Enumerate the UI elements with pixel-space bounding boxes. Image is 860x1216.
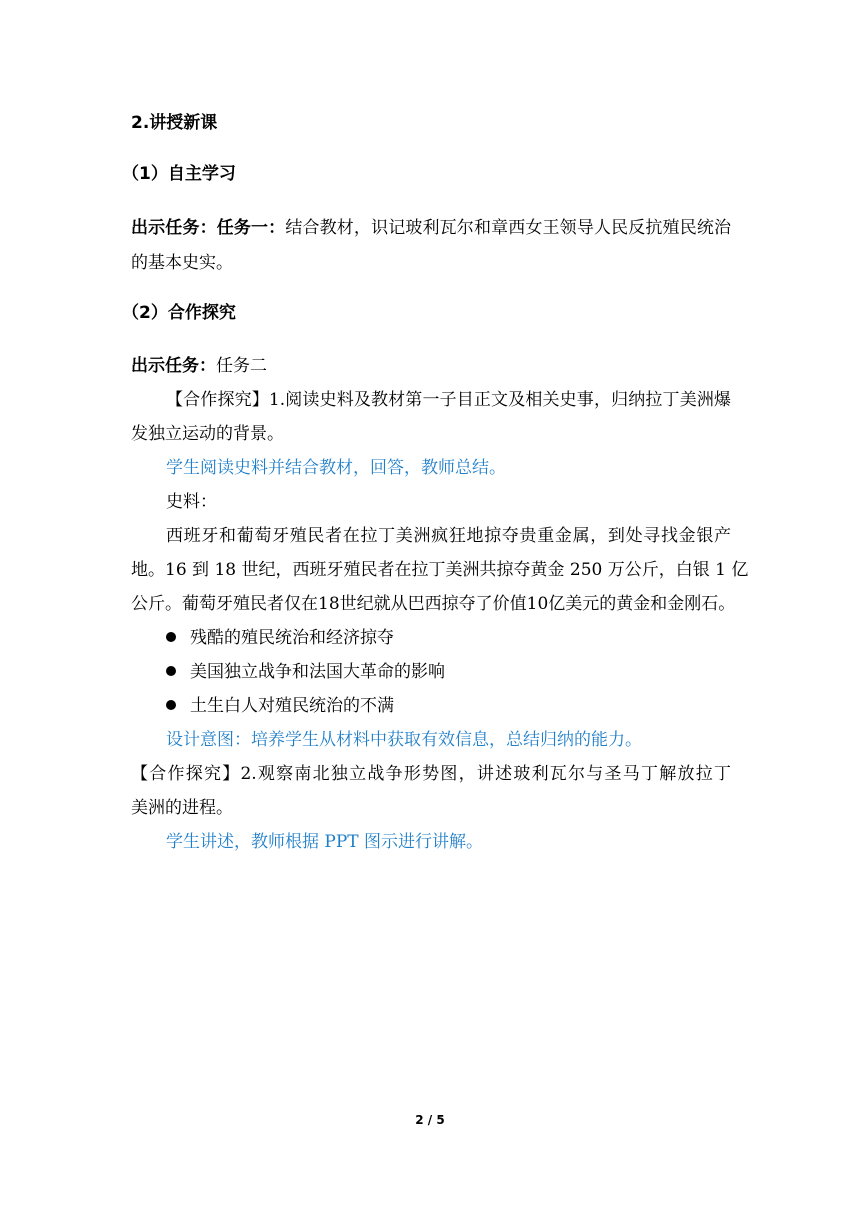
explore-two-line-1: 【合作探究】2.观察南北独立战争形势图，讲述玻利瓦尔与圣马丁解放拉丁 (131, 764, 731, 784)
bullet-item (166, 660, 445, 684)
task-one-text: 结合教材，识记玻利瓦尔和章西女王领导人民反抗殖民统治 (285, 218, 732, 238)
source-line-3: 公斤。葡萄牙殖民者仅在18世纪就从巴西掠夺了价值10亿美元的黄金和金刚石。 (131, 594, 736, 614)
page-number: 2 / 5 (415, 1113, 445, 1127)
student-note-1: 学生阅读史料并结合教材，回答，教师总结。 (166, 458, 506, 478)
bullet-text: 土生白人对殖民统治的不满 (190, 696, 394, 716)
bullet-dot-icon (166, 632, 176, 642)
subheading-cooperative: （2）合作探究 (122, 303, 236, 323)
design-intent: 设计意图：培养学生从材料中获取有效信息，总结归纳的能力。 (166, 730, 642, 750)
task-one-line-2: 的基本史实。 (131, 253, 233, 273)
source-line-1: 西班牙和葡萄牙殖民者在拉丁美洲疯狂地掠夺贵重金属，到处寻找金银产 (166, 526, 731, 546)
source-line-2: 地。16 到 18 世纪，西班牙殖民者在拉丁美洲共掠夺黄金 250 万公斤，白银 1 亿 (131, 560, 749, 580)
bullet-item (166, 626, 394, 650)
student-note-2: 学生讲述，教师根据 PPT 图示进行讲解。 (166, 832, 484, 852)
task-one-line-1 (131, 216, 731, 240)
task-two-label: 出示任务： (131, 356, 216, 376)
section-heading: 2.讲授新课 (131, 113, 218, 133)
bullet-text: 美国独立战争和法国大革命的影响 (190, 662, 445, 682)
bullet-dot-icon (166, 666, 176, 676)
task-two-line (131, 354, 267, 378)
task-two-text: 任务二 (216, 356, 267, 376)
task-one-label: 出示任务：任务一： (131, 218, 286, 238)
explore-one-line-2: 发独立运动的背景。 (131, 424, 284, 444)
bullet-dot-icon (166, 700, 176, 710)
bullet-text: 残酷的殖民统治和经济掠夺 (190, 628, 394, 648)
subheading-self-study: （1）自主学习 (122, 164, 236, 184)
bullet-item (166, 694, 394, 718)
source-label: 史料： (166, 492, 217, 512)
explore-two-line-2: 美洲的进程。 (131, 798, 233, 818)
explore-one-line-1: 【合作探究】1.阅读史料及教材第一子目正文及相关史事，归纳拉丁美洲爆 (166, 390, 731, 410)
